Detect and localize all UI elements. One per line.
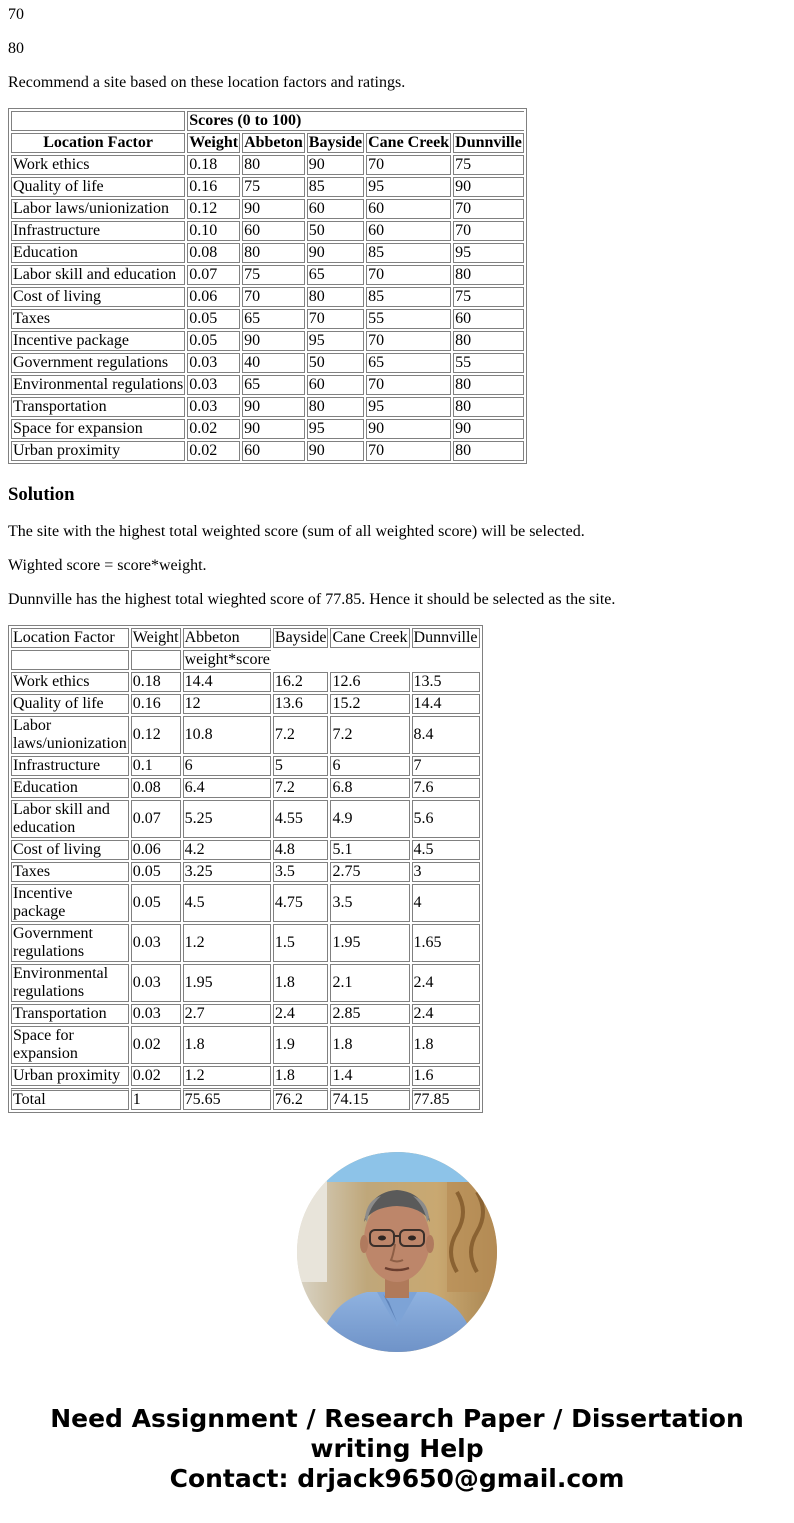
cell-dunnville: 4 bbox=[412, 884, 480, 922]
cell-abbeton: 10.8 bbox=[183, 716, 271, 754]
cell-dunnville: 70 bbox=[453, 199, 524, 219]
scores-row-environmental-regulations bbox=[11, 375, 524, 395]
cell-cane-creek: 60 bbox=[366, 221, 451, 241]
cell-bayside: 4.55 bbox=[273, 800, 329, 838]
col-header-bayside: Bayside bbox=[308, 134, 363, 151]
weighted-row-labor-laws-unionization bbox=[11, 716, 480, 754]
cell-dunnville: 80 bbox=[453, 331, 524, 351]
cell-abbeton: 40 bbox=[242, 353, 305, 373]
cell-weight: 0.02 bbox=[131, 1026, 181, 1064]
cell-factor: Infrastructure bbox=[11, 221, 185, 241]
scores-row-incentive-package bbox=[11, 331, 524, 351]
cell-abbeton: 60 bbox=[242, 221, 305, 241]
cell-bayside: 7.2 bbox=[273, 778, 329, 798]
cell-cane-creek: 65 bbox=[366, 353, 451, 373]
cell-dunnville: 80 bbox=[453, 441, 524, 461]
scores-row-cost-of-living bbox=[11, 287, 524, 307]
total-cane-creek: 74.15 bbox=[330, 1088, 409, 1110]
col-header-weight: Weight bbox=[189, 134, 239, 151]
cell-factor: Work ethics bbox=[11, 155, 185, 175]
cell-factor: Cost of living bbox=[11, 287, 185, 307]
col-header-abbeton: Abbeton bbox=[183, 628, 271, 648]
cell-abbeton: 1.2 bbox=[183, 924, 271, 962]
col-header-weight: Weight bbox=[132, 629, 179, 646]
cell-cane-creek: 90 bbox=[366, 419, 451, 439]
cell-weight: 0.08 bbox=[187, 243, 240, 263]
cell-cane-creek: 7.2 bbox=[330, 716, 409, 754]
cell-bayside: 70 bbox=[307, 309, 364, 329]
cell-weight: 0.05 bbox=[131, 862, 181, 882]
empty-cell bbox=[11, 650, 129, 670]
cell-dunnville: 7.6 bbox=[412, 778, 480, 798]
cell-factor: Education bbox=[11, 778, 129, 798]
cta-line-1: Need Assignment / Research Paper / Dissertation bbox=[50, 1404, 744, 1433]
col-header-cane-creek: Cane Creek bbox=[332, 629, 408, 646]
cell-dunnville: 3 bbox=[412, 862, 480, 882]
cell-factor: Incentive package bbox=[11, 331, 185, 351]
cell-cane-creek: 1.8 bbox=[330, 1026, 409, 1064]
cell-bayside: 60 bbox=[307, 375, 364, 395]
cell-dunnville: 75 bbox=[453, 287, 524, 307]
cell-cane-creek: 5.1 bbox=[330, 840, 409, 860]
intro-line-1: 70 bbox=[8, 6, 24, 23]
weighted-row-work-ethics bbox=[11, 672, 480, 692]
cell-weight: 0.03 bbox=[187, 353, 240, 373]
intro-line-2: 80 bbox=[8, 40, 24, 57]
cell-dunnville: 1.65 bbox=[412, 924, 480, 962]
cell-bayside: 50 bbox=[307, 353, 364, 373]
cell-cane-creek: 12.6 bbox=[330, 672, 409, 692]
scores-row-space-for-expansion bbox=[11, 419, 524, 439]
cell-bayside: 1.5 bbox=[273, 924, 329, 962]
cell-bayside: 65 bbox=[307, 265, 364, 285]
cell-abbeton: 4.5 bbox=[183, 884, 271, 922]
weighted-row-space-for-expansion bbox=[11, 1026, 480, 1064]
cell-dunnville: 80 bbox=[453, 375, 524, 395]
weighted-row-cost-of-living bbox=[11, 840, 480, 860]
cell-factor: Labor skill and education bbox=[11, 265, 185, 285]
cell-bayside: 5 bbox=[273, 756, 329, 776]
cell-dunnville: 5.6 bbox=[412, 800, 480, 838]
cell-weight: 0.05 bbox=[187, 309, 240, 329]
scores-row-infrastructure bbox=[11, 221, 524, 241]
cell-bayside: 4.75 bbox=[273, 884, 329, 922]
cell-weight: 0.02 bbox=[131, 1066, 181, 1086]
cell-weight: 0.07 bbox=[187, 265, 240, 285]
cell-cane-creek: 15.2 bbox=[330, 694, 409, 714]
scores-super-header-row bbox=[11, 111, 524, 131]
cell-abbeton: 90 bbox=[242, 199, 305, 219]
cell-abbeton: 1.8 bbox=[183, 1026, 271, 1064]
cell-dunnville: 1.6 bbox=[412, 1066, 480, 1086]
scores-row-taxes bbox=[11, 309, 524, 329]
cell-cane-creek: 85 bbox=[366, 287, 451, 307]
cell-weight: 0.16 bbox=[131, 694, 181, 714]
cell-dunnville: 80 bbox=[453, 265, 524, 285]
cell-weight: 0.06 bbox=[187, 287, 240, 307]
cell-abbeton: 4.2 bbox=[183, 840, 271, 860]
cell-weight: 0.10 bbox=[187, 221, 240, 241]
cell-cane-creek: 70 bbox=[366, 375, 451, 395]
cell-dunnville: 7 bbox=[412, 756, 480, 776]
scores-row-urban-proximity bbox=[11, 441, 524, 461]
cell-bayside: 1.8 bbox=[273, 964, 329, 1002]
cell-abbeton: 12 bbox=[183, 694, 271, 714]
cell-cane-creek: 2.85 bbox=[330, 1004, 409, 1024]
cell-bayside: 60 bbox=[307, 199, 364, 219]
cta-contact-line: Contact: drjack9650@gmail.com bbox=[169, 1464, 625, 1493]
cell-bayside: 50 bbox=[307, 221, 364, 241]
cell-abbeton: 60 bbox=[242, 441, 305, 461]
cell-bayside: 1.8 bbox=[273, 1066, 329, 1086]
cell-cane-creek: 70 bbox=[366, 155, 451, 175]
cell-factor: Government regulations bbox=[11, 353, 185, 373]
cell-cane-creek: 95 bbox=[366, 397, 451, 417]
cell-cane-creek: 6.8 bbox=[330, 778, 409, 798]
cell-factor: Quality of life bbox=[11, 177, 185, 197]
cell-abbeton: 2.7 bbox=[183, 1004, 271, 1024]
weighted-row-taxes bbox=[11, 862, 480, 882]
cell-dunnville: 55 bbox=[453, 353, 524, 373]
cell-weight: 0.02 bbox=[187, 419, 240, 439]
scores-row-quality-of-life bbox=[11, 177, 524, 197]
col-header-location-factor: Location Factor bbox=[11, 628, 129, 648]
cell-dunnville: 8.4 bbox=[412, 716, 480, 754]
cell-cane-creek: 70 bbox=[366, 441, 451, 461]
cell-factor: Work ethics bbox=[11, 672, 129, 692]
col-header-dunnville: Dunnville bbox=[455, 134, 522, 151]
cell-cane-creek: 2.1 bbox=[330, 964, 409, 1002]
cell-cane-creek: 6 bbox=[330, 756, 409, 776]
cell-factor: Incentive package bbox=[11, 884, 129, 922]
cell-abbeton: 65 bbox=[242, 375, 305, 395]
cell-factor: Urban proximity bbox=[11, 441, 185, 461]
cell-bayside: 13.6 bbox=[273, 694, 329, 714]
scores-row-work-ethics bbox=[11, 155, 524, 175]
cell-weight: 0.1 bbox=[131, 756, 181, 776]
cell-cane-creek: 1.4 bbox=[330, 1066, 409, 1086]
cell-cane-creek: 95 bbox=[366, 177, 451, 197]
cell-factor: Urban proximity bbox=[11, 1066, 129, 1086]
total-dunnville: 77.85 bbox=[412, 1088, 480, 1110]
question-prompt: Recommend a site based on these location factors and ratings. bbox=[8, 74, 406, 91]
cell-abbeton: 75 bbox=[242, 177, 305, 197]
cell-weight: 0.03 bbox=[187, 397, 240, 417]
cell-weight: 0.18 bbox=[187, 155, 240, 175]
weighted-row-infrastructure bbox=[11, 756, 480, 776]
weighted-row-transportation bbox=[11, 1004, 480, 1024]
cell-dunnville: 90 bbox=[453, 177, 524, 197]
cell-factor: Government regulations bbox=[11, 924, 129, 962]
solution-heading: Solution bbox=[8, 484, 75, 505]
cell-cane-creek: 4.9 bbox=[330, 800, 409, 838]
cell-dunnville: 2.4 bbox=[412, 1004, 480, 1024]
cell-bayside: 95 bbox=[307, 331, 364, 351]
total-row bbox=[11, 1088, 480, 1110]
cell-weight: 0.08 bbox=[131, 778, 181, 798]
cell-abbeton: 75 bbox=[242, 265, 305, 285]
cell-factor: Education bbox=[11, 243, 185, 263]
cell-cane-creek: 55 bbox=[366, 309, 451, 329]
cell-cane-creek: 1.95 bbox=[330, 924, 409, 962]
weighted-header-row bbox=[11, 628, 480, 648]
solution-paragraph-1: The site with the highest total weighted score (sum of all weighted score) will be selected. bbox=[8, 523, 585, 540]
cell-factor: Environmental regulations bbox=[13, 376, 184, 393]
col-header-dunnville: Dunnville bbox=[413, 629, 478, 646]
scores-row-transportation bbox=[11, 397, 524, 417]
help-contact-banner bbox=[0, 1404, 794, 1494]
weighted-table-body bbox=[11, 672, 480, 1086]
cell-dunnville: 14.4 bbox=[412, 694, 480, 714]
cell-factor: Cost of living bbox=[11, 840, 129, 860]
weight-times-score-label: weight*score bbox=[184, 651, 270, 668]
weighted-row-government-regulations bbox=[11, 924, 480, 962]
cell-weight: 0.05 bbox=[131, 884, 181, 922]
author-portrait-image bbox=[297, 1152, 497, 1352]
cell-bayside: 90 bbox=[307, 155, 364, 175]
cell-abbeton: 90 bbox=[242, 331, 305, 351]
cell-factor: Transportation bbox=[11, 1004, 129, 1024]
cell-weight: 0.03 bbox=[131, 964, 181, 1002]
weighted-row-urban-proximity bbox=[11, 1066, 480, 1086]
cell-bayside: 1.9 bbox=[273, 1026, 329, 1064]
cell-abbeton: 65 bbox=[242, 309, 305, 329]
cell-factor: Labor skill and education bbox=[11, 800, 129, 838]
cell-bayside: 95 bbox=[307, 419, 364, 439]
cell-weight: 0.03 bbox=[187, 375, 240, 395]
solution-paragraph-3: Dunnville has the highest total wieghted score of 77.85. Hence it should be selected as the site. bbox=[8, 591, 616, 608]
total-weight: 1 bbox=[131, 1088, 181, 1110]
cell-dunnville: 90 bbox=[453, 419, 524, 439]
cell-weight: 0.12 bbox=[131, 716, 181, 754]
cell-dunnville: 1.8 bbox=[412, 1026, 480, 1064]
cell-dunnville: 13.5 bbox=[412, 672, 480, 692]
scores-row-education bbox=[11, 243, 524, 263]
cell-cane-creek: 3.5 bbox=[330, 884, 409, 922]
cell-cane-creek: 2.75 bbox=[330, 862, 409, 882]
cell-dunnville: 60 bbox=[453, 309, 524, 329]
cell-weight: 0.16 bbox=[187, 177, 240, 197]
cell-abbeton: 14.4 bbox=[183, 672, 271, 692]
total-abbeton: 75.65 bbox=[183, 1088, 271, 1110]
cell-weight: 0.07 bbox=[131, 800, 181, 838]
cell-weight: 0.02 bbox=[187, 441, 240, 461]
cell-cane-creek: 85 bbox=[366, 243, 451, 263]
cell-bayside: 90 bbox=[307, 441, 364, 461]
cell-factor: Environmental regulations bbox=[11, 964, 129, 1002]
cell-factor: Quality of life bbox=[11, 694, 129, 714]
cell-factor: Transportation bbox=[11, 397, 185, 417]
cell-factor: Space for expansion bbox=[11, 419, 185, 439]
weighted-row-education bbox=[11, 778, 480, 798]
weighted-subheader-row bbox=[11, 650, 480, 670]
cell-abbeton: 80 bbox=[242, 243, 305, 263]
cell-weight: 0.03 bbox=[131, 1004, 181, 1024]
cell-weight: 0.12 bbox=[187, 199, 240, 219]
cell-dunnville: 75 bbox=[453, 155, 524, 175]
cell-abbeton: 3.25 bbox=[183, 862, 271, 882]
empty-cell bbox=[131, 650, 181, 670]
cell-bayside: 7.2 bbox=[273, 716, 329, 754]
cell-abbeton: 5.25 bbox=[183, 800, 271, 838]
scores-table-body bbox=[11, 155, 524, 461]
total-bayside: 76.2 bbox=[273, 1088, 329, 1110]
cell-weight: 0.18 bbox=[131, 672, 181, 692]
cell-bayside: 80 bbox=[307, 287, 364, 307]
cell-bayside: 2.4 bbox=[273, 1004, 329, 1024]
cell-factor: Space for expansion bbox=[11, 1026, 129, 1064]
cell-abbeton: 90 bbox=[242, 397, 305, 417]
cell-abbeton: 90 bbox=[242, 419, 305, 439]
cell-dunnville: 70 bbox=[453, 221, 524, 241]
author-avatar bbox=[297, 1152, 497, 1352]
cell-bayside: 80 bbox=[307, 397, 364, 417]
col-header-abbeton: Abbeton bbox=[244, 134, 303, 151]
weighted-scores-table bbox=[8, 625, 483, 1113]
cell-dunnville: 80 bbox=[453, 397, 524, 417]
col-header-location-factor: Location Factor bbox=[11, 133, 185, 153]
cell-cane-creek: 70 bbox=[366, 265, 451, 285]
cell-factor: Labor laws/unionization bbox=[13, 717, 127, 752]
weighted-row-labor-skill-and-education bbox=[11, 800, 480, 838]
scores-row-labor-skill-and-education bbox=[11, 265, 524, 285]
scores-table bbox=[8, 108, 527, 464]
cell-factor: Taxes bbox=[11, 309, 185, 329]
scores-header-row bbox=[11, 133, 524, 153]
cell-bayside: 16.2 bbox=[273, 672, 329, 692]
cell-weight: 0.03 bbox=[131, 924, 181, 962]
weighted-row-environmental-regulations bbox=[11, 964, 480, 1002]
cell-weight: 0.06 bbox=[131, 840, 181, 860]
scores-row-labor-laws-unionization bbox=[11, 199, 524, 219]
weighted-row-quality-of-life bbox=[11, 694, 480, 714]
cell-factor: Taxes bbox=[11, 862, 129, 882]
cell-bayside: 3.5 bbox=[273, 862, 329, 882]
cell-cane-creek: 60 bbox=[366, 199, 451, 219]
cell-dunnville: 2.4 bbox=[412, 964, 480, 1002]
cell-bayside: 85 bbox=[307, 177, 364, 197]
cta-line-2: writing Help bbox=[310, 1434, 484, 1463]
cell-cane-creek: 70 bbox=[366, 331, 451, 351]
cell-dunnville: 95 bbox=[453, 243, 524, 263]
solution-paragraph-2: Wighted score = score*weight. bbox=[8, 557, 207, 574]
scores-row-government-regulations bbox=[11, 353, 524, 373]
cell-abbeton: 70 bbox=[242, 287, 305, 307]
cell-abbeton: 1.95 bbox=[183, 964, 271, 1002]
empty-header-cell bbox=[11, 111, 185, 131]
cell-bayside: 4.8 bbox=[273, 840, 329, 860]
cell-abbeton: 6 bbox=[183, 756, 271, 776]
cell-factor: Infrastructure bbox=[11, 756, 129, 776]
scores-super-header: Scores (0 to 100) bbox=[187, 111, 524, 131]
cell-abbeton: 80 bbox=[242, 155, 305, 175]
cell-dunnville: 4.5 bbox=[412, 840, 480, 860]
cell-abbeton: 6.4 bbox=[183, 778, 271, 798]
cell-abbeton: 1.2 bbox=[183, 1066, 271, 1086]
col-header-cane-creek: Cane Creek bbox=[368, 134, 450, 151]
cell-bayside: 90 bbox=[307, 243, 364, 263]
weighted-row-incentive-package bbox=[11, 884, 480, 922]
cell-factor: Labor laws/unionization bbox=[11, 199, 185, 219]
col-header-bayside: Bayside bbox=[274, 629, 327, 646]
total-label: Total bbox=[11, 1088, 129, 1110]
cell-weight: 0.05 bbox=[187, 331, 240, 351]
